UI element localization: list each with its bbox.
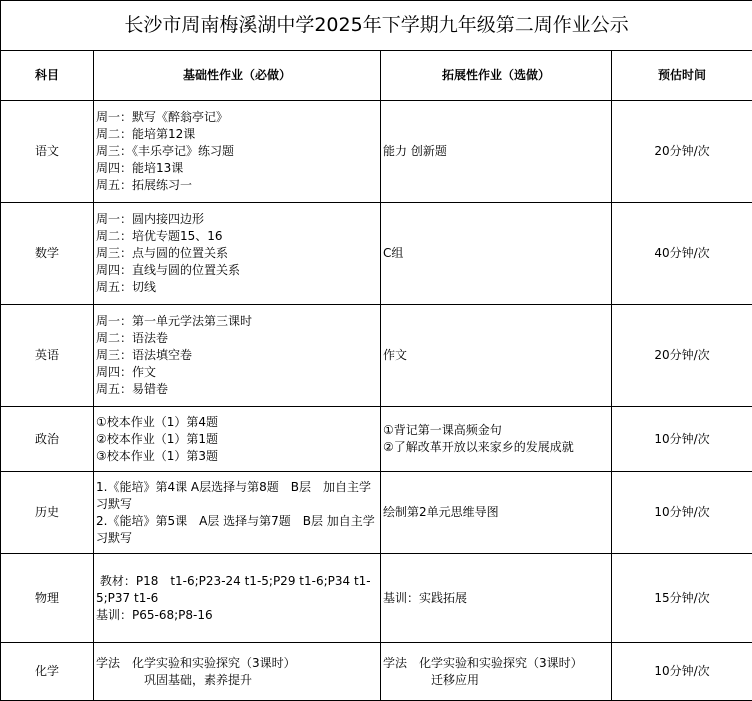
- header-time: 预估时间: [612, 51, 752, 101]
- header-basic: 基础性作业（必做）: [94, 51, 381, 101]
- basic-homework-cell: [94, 472, 381, 554]
- homework-line: ②校本作业（1）第1题: [96, 431, 380, 448]
- subject-cell: 化学: [1, 643, 94, 701]
- homework-line: 教材：P18 t1-6;P23-24 t1-5;P29 t1-6;P34 t1-5;P37 t1-6: [96, 573, 380, 607]
- header-extended: 拓展性作业（选做）: [381, 51, 612, 101]
- time-cell: 15分钟/次: [612, 554, 752, 643]
- homework-line: 周四：直线与圆的位置关系: [96, 262, 380, 279]
- homework-line: 2.《能培》第5课 A层 选择与第7题 B层 加自主学习默写: [96, 513, 380, 547]
- extended-homework-cell: [381, 101, 612, 203]
- subject-cell: 政治: [1, 407, 94, 472]
- homework-line: 学法 化学实验和实验探究（3课时）: [96, 655, 380, 672]
- subject-cell: 历史: [1, 472, 94, 554]
- homework-line: C组: [383, 245, 611, 262]
- homework-line: 基训：P65-68;P8-16: [96, 607, 380, 624]
- homework-line: 周二：培优专题15、16: [96, 228, 380, 245]
- subject-cell: 物理: [1, 554, 94, 643]
- header-row: [1, 51, 752, 101]
- basic-homework-cell: [94, 407, 381, 472]
- homework-line: 周二：能培第12课: [96, 126, 380, 143]
- homework-line: 学法 化学实验和实验探究（3课时）: [383, 655, 611, 672]
- extended-homework-cell: [381, 305, 612, 407]
- header-subject: 科目: [1, 51, 94, 101]
- title-row: [1, 1, 752, 51]
- homework-line: 周三：语法填空卷: [96, 347, 380, 364]
- time-cell: 10分钟/次: [612, 407, 752, 472]
- page-title: 长沙市周南梅溪湖中学2025年下学期九年级第二周作业公示: [1, 1, 752, 51]
- table-row: [1, 472, 752, 554]
- extended-homework-cell: [381, 554, 612, 643]
- homework-line: 周一：圆内接四边形: [96, 211, 380, 228]
- table-row: [1, 101, 752, 203]
- table-row: [1, 305, 752, 407]
- basic-homework-cell: [94, 305, 381, 407]
- basic-homework-cell: [94, 554, 381, 643]
- extended-homework-cell: [381, 643, 612, 701]
- homework-line: 巩固基础，素养提升: [96, 672, 380, 689]
- homework-line: 周五：易错卷: [96, 381, 380, 398]
- time-cell: 10分钟/次: [612, 643, 752, 701]
- table-row: [1, 203, 752, 305]
- homework-line: 迁移应用: [383, 672, 611, 689]
- extended-homework-cell: [381, 203, 612, 305]
- homework-line: 周一：默写《醉翁亭记》: [96, 109, 380, 126]
- time-cell: 40分钟/次: [612, 203, 752, 305]
- homework-line: 1.《能培》第4课 A层选择与第8题 B层 加自主学习默写: [96, 479, 380, 513]
- homework-line: ③校本作业（1）第3题: [96, 448, 380, 465]
- table-row: [1, 407, 752, 472]
- homework-line: 周五：拓展练习一: [96, 177, 380, 194]
- homework-line: 周三：点与圆的位置关系: [96, 245, 380, 262]
- time-cell: 20分钟/次: [612, 305, 752, 407]
- table-row: [1, 643, 752, 701]
- homework-line: 周三：《丰乐亭记》练习题: [96, 143, 380, 160]
- homework-line: 周四：作文: [96, 364, 380, 381]
- basic-homework-cell: [94, 203, 381, 305]
- homework-line: ①校本作业（1）第4题: [96, 414, 380, 431]
- homework-line: 周四：能培13课: [96, 160, 380, 177]
- homework-line: 能力 创新题: [383, 143, 611, 160]
- homework-line: ②了解改革开放以来家乡的发展成就: [383, 439, 611, 456]
- homework-line: 基训：实践拓展: [383, 590, 611, 607]
- homework-line: ①背记第一课高频金句: [383, 422, 611, 439]
- homework-line: 周五：切线: [96, 279, 380, 296]
- table-row: [1, 554, 752, 643]
- basic-homework-cell: [94, 101, 381, 203]
- homework-line: 作文: [383, 347, 611, 364]
- table-body: [1, 101, 752, 701]
- time-cell: 20分钟/次: [612, 101, 752, 203]
- subject-cell: 数学: [1, 203, 94, 305]
- homework-line: 绘制第2单元思维导图: [383, 504, 611, 521]
- time-cell: 10分钟/次: [612, 472, 752, 554]
- subject-cell: 英语: [1, 305, 94, 407]
- extended-homework-cell: [381, 472, 612, 554]
- homework-line: 周二：语法卷: [96, 330, 380, 347]
- extended-homework-cell: [381, 407, 612, 472]
- subject-cell: 语文: [1, 101, 94, 203]
- basic-homework-cell: [94, 643, 381, 701]
- homework-line: 周一：第一单元学法第三课时: [96, 313, 380, 330]
